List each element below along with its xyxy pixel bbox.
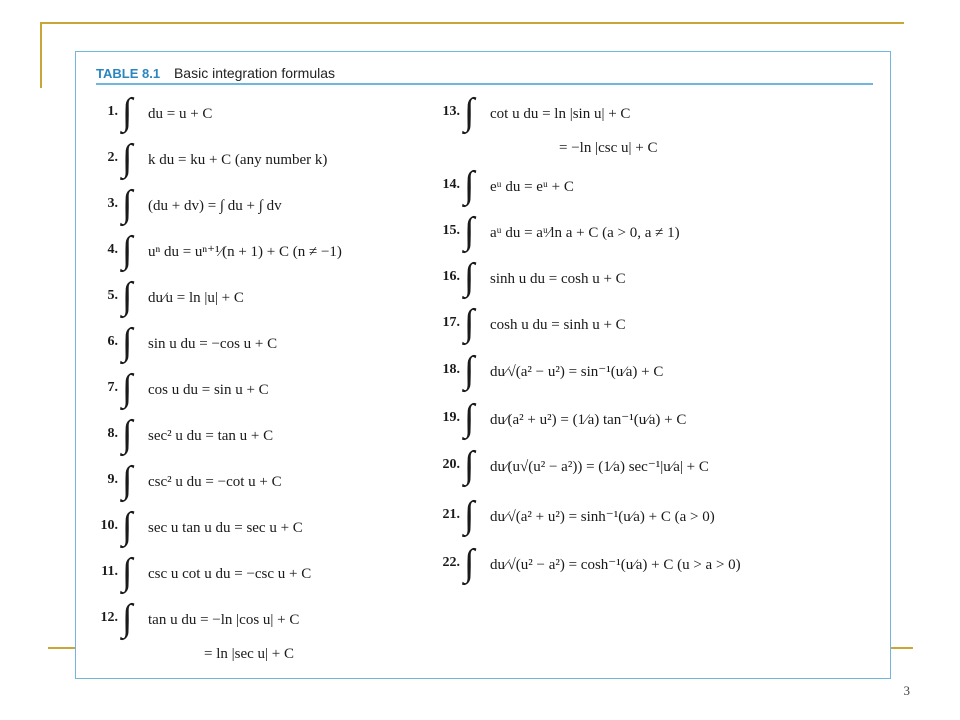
formula-expression: du⁄(a² + u²) = (1⁄a) tan⁻¹(u⁄a) + C	[490, 412, 687, 428]
formula-table	[75, 51, 891, 679]
integral-sign-icon: ∫	[122, 551, 133, 593]
integral-sign-icon: ∫	[464, 494, 475, 536]
formula-number: 9.	[107, 472, 118, 487]
formula-expression: du⁄√(a² + u²) = sinh⁻¹(u⁄a) + C (a > 0)	[490, 509, 715, 525]
frame-line-bottom-left	[48, 647, 78, 649]
formula-number: 20.	[442, 457, 460, 472]
integral-sign-icon: ∫	[464, 302, 475, 344]
formula-number: 7.	[107, 380, 118, 395]
table-title: Basic integration formulas	[173, 65, 336, 81]
formula-expression: tan u du = −ln |cos u| + C	[148, 612, 300, 628]
formula-expression: sec u tan u du = sec u + C	[148, 520, 303, 536]
table-header	[96, 62, 335, 84]
integral-sign-icon: ∫	[122, 505, 133, 547]
formula-expression: aᵘ du = aᵘ⁄ln a + C (a > 0, a ≠ 1)	[490, 225, 680, 241]
integral-sign-icon: ∫	[122, 137, 133, 179]
integral-sign-icon: ∫	[464, 542, 475, 584]
integral-sign-icon: ∫	[464, 164, 475, 206]
formula-expression: du = u + C	[148, 106, 213, 122]
formula-number: 15.	[442, 223, 460, 238]
formula-expression: cos u du = sin u + C	[148, 382, 269, 398]
formula-number: 12.	[100, 610, 118, 625]
formula-expression: (du + dv) = ∫ du + ∫ dv	[148, 198, 282, 214]
formula-expression: sin u du = −cos u + C	[148, 336, 278, 352]
formula-number: 17.	[442, 315, 460, 330]
formula-number: 21.	[442, 507, 460, 522]
formula-number: 8.	[107, 426, 118, 441]
formula-number: 4.	[107, 242, 118, 257]
formula-expression: = −ln |csc u| + C	[559, 140, 658, 156]
integral-sign-icon: ∫	[122, 413, 133, 455]
formula-number: 11.	[101, 564, 118, 579]
formula-expression: csc² u du = −cot u + C	[148, 474, 282, 490]
integral-sign-icon: ∫	[464, 91, 475, 133]
formula-number: 5.	[107, 288, 118, 303]
integral-sign-icon: ∫	[122, 91, 133, 133]
integral-sign-icon: ∫	[464, 444, 475, 486]
integral-sign-icon: ∫	[122, 183, 133, 225]
formula-number: 22.	[442, 555, 460, 570]
integral-sign-icon: ∫	[122, 321, 133, 363]
integral-sign-icon: ∫	[122, 367, 133, 409]
formula-expression: sinh u du = cosh u + C	[490, 271, 626, 287]
formula-expression: du⁄√(u² − a²) = cosh⁻¹(u⁄a) + C (u > a > 0)	[490, 557, 741, 573]
formula-number: 19.	[442, 410, 460, 425]
formula-expression: eᵘ du = eᵘ + C	[490, 179, 574, 195]
formula-expression: uⁿ du = uⁿ⁺¹⁄(n + 1) + C (n ≠ −1)	[148, 244, 342, 260]
formula-number: 10.	[100, 518, 118, 533]
frame-line-bottom-right	[891, 647, 913, 649]
integral-sign-icon: ∫	[464, 210, 475, 252]
integral-sign-icon: ∫	[464, 256, 475, 298]
frame-line-top	[40, 22, 904, 24]
integral-sign-icon: ∫	[122, 459, 133, 501]
formula-expression: csc u cot u du = −csc u + C	[148, 566, 312, 582]
formula-expression: k du = ku + C (any number k)	[148, 152, 328, 168]
formula-number: 6.	[107, 334, 118, 349]
formula-expression: du⁄(u√(u² − a²)) = (1⁄a) sec⁻¹|u⁄a| + C	[490, 459, 709, 475]
integral-sign-icon: ∫	[122, 275, 133, 317]
formula-expression: cot u du = ln |sin u| + C	[490, 106, 631, 122]
formula-number: 2.	[107, 150, 118, 165]
formula-expression: sec² u du = tan u + C	[148, 428, 274, 444]
formula-number: 1.	[107, 104, 118, 119]
formula-number: 18.	[442, 362, 460, 377]
formula-number: 16.	[442, 269, 460, 284]
integral-sign-icon: ∫	[122, 597, 133, 639]
page-number: 3	[903, 683, 910, 698]
formula-number: 3.	[107, 196, 118, 211]
formula-expression: = ln |sec u| + C	[204, 646, 294, 662]
integral-sign-icon: ∫	[122, 229, 133, 271]
table-label: TABLE 8.1	[96, 66, 161, 81]
header-rule	[96, 83, 873, 85]
formula-number: 14.	[442, 177, 460, 192]
integral-sign-icon: ∫	[464, 397, 475, 439]
integral-sign-icon: ∫	[464, 349, 475, 391]
frame-line-left	[40, 22, 42, 88]
formula-number: 13.	[442, 104, 460, 119]
formula-expression: cosh u du = sinh u + C	[490, 317, 626, 333]
formula-expression: du⁄√(a² − u²) = sin⁻¹(u⁄a) + C	[490, 364, 664, 380]
formula-expression: du⁄u = ln |u| + C	[148, 290, 244, 306]
